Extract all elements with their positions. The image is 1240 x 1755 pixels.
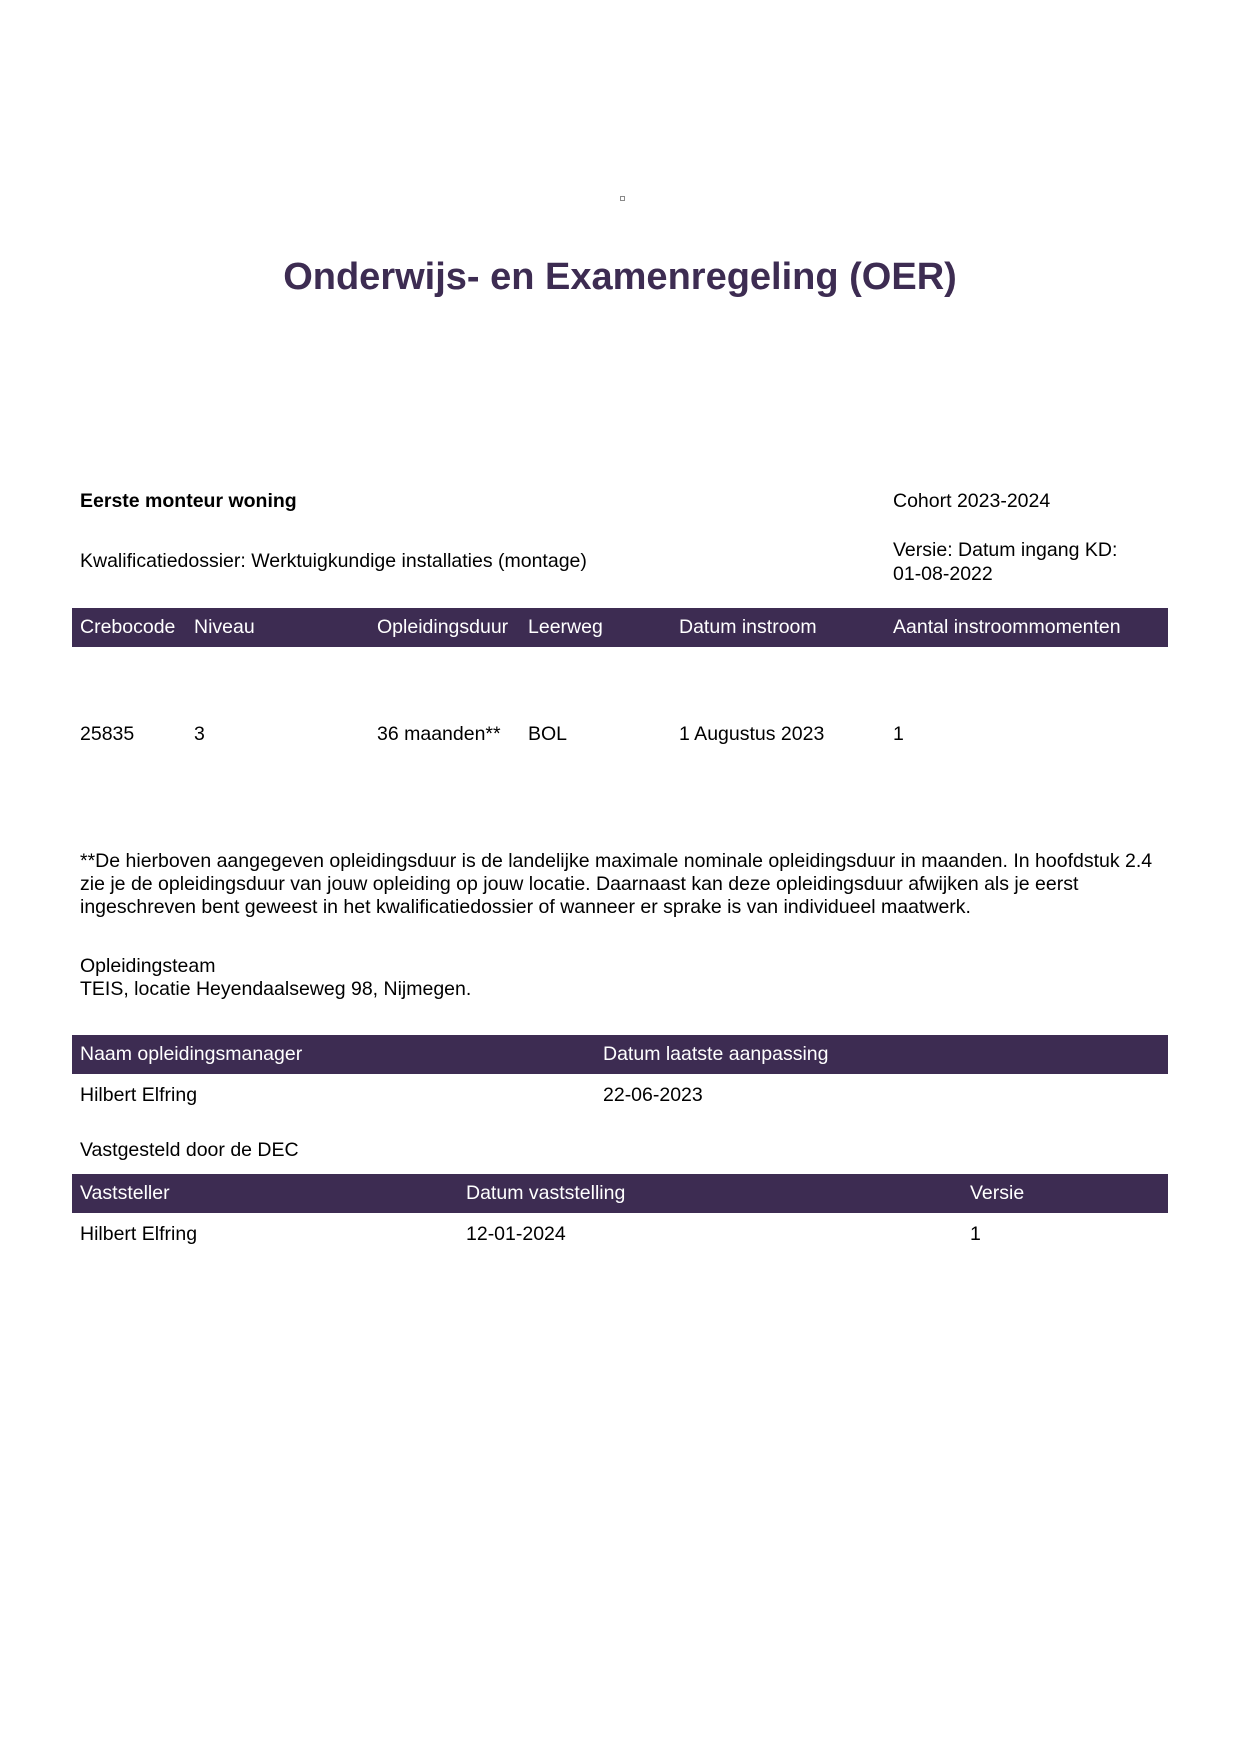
col-aantal-instroommomenten: Aantal instroommomenten xyxy=(893,616,1121,638)
cell-manager-name: Hilbert Elfring xyxy=(80,1084,198,1106)
duration-footnote: **De hierboven aangegeven opleidingsduur is de landelijke maximale nominale opleidingsduur in maanden. In hoofdstuk 2.4 zie je de opleidingsduur van jouw opleiding op jouw locatie. Daarnaast kan deze opleidingsduur afwijken als je eerst ingeschreven bent geweest in het kwalificatiedossier of wanneer er sprake is van individueel maatwerk. xyxy=(80,850,1153,918)
cell-opleidingsduur: 36 maanden** xyxy=(377,723,501,745)
table-row xyxy=(72,723,1168,747)
col-leerweg: Leerweg xyxy=(528,616,603,638)
cell-crebocode: 25835 xyxy=(80,723,135,745)
table-row xyxy=(72,1084,1168,1108)
cell-leerweg: BOL xyxy=(528,723,568,745)
manager-table-header xyxy=(72,1035,1168,1074)
col-vaststeller: Vaststeller xyxy=(80,1182,170,1204)
placeholder-square-icon xyxy=(620,196,625,201)
cell-last-modified: 22-06-2023 xyxy=(603,1084,703,1106)
cohort: Cohort 2023-2024 xyxy=(893,490,1051,512)
version-line-2: 01-08-2022 xyxy=(893,563,993,585)
cell-vaststeller: Hilbert Elfring xyxy=(80,1223,198,1245)
cell-versie: 1 xyxy=(970,1223,981,1245)
cell-aantal-instroommomenten: 1 xyxy=(893,723,904,745)
col-datum-vaststelling: Datum vaststelling xyxy=(466,1182,626,1204)
table-row xyxy=(72,1223,1168,1247)
dec-label: Vastgesteld door de DEC xyxy=(80,1139,299,1161)
page-title: Onderwijs- en Examenregeling (OER) xyxy=(283,256,957,298)
program-table-header xyxy=(72,608,1168,647)
dec-table-header xyxy=(72,1174,1168,1213)
program-name: Eerste monteur woning xyxy=(80,490,297,512)
col-crebocode: Crebocode xyxy=(80,616,176,638)
col-naam-opleidingsmanager: Naam opleidingsmanager xyxy=(80,1043,303,1065)
team-label: Opleidingsteam xyxy=(80,955,216,977)
col-datum-laatste-aanpassing: Datum laatste aanpassing xyxy=(603,1043,829,1065)
qualification-dossier: Kwalificatiedossier: Werktuigkundige installaties (montage) xyxy=(80,550,587,572)
cell-datum-instroom: 1 Augustus 2023 xyxy=(679,723,825,745)
cell-niveau: 3 xyxy=(194,723,205,745)
col-niveau: Niveau xyxy=(194,616,255,638)
team-location: TEIS, locatie Heyendaalseweg 98, Nijmegen. xyxy=(80,978,472,1000)
col-opleidingsduur: Opleidingsduur xyxy=(377,616,509,638)
col-versie: Versie xyxy=(970,1182,1025,1204)
version-line-1: Versie: Datum ingang KD: xyxy=(893,539,1118,561)
cell-datum-vaststelling: 12-01-2024 xyxy=(466,1223,566,1245)
col-datum-instroom: Datum instroom xyxy=(679,616,817,638)
